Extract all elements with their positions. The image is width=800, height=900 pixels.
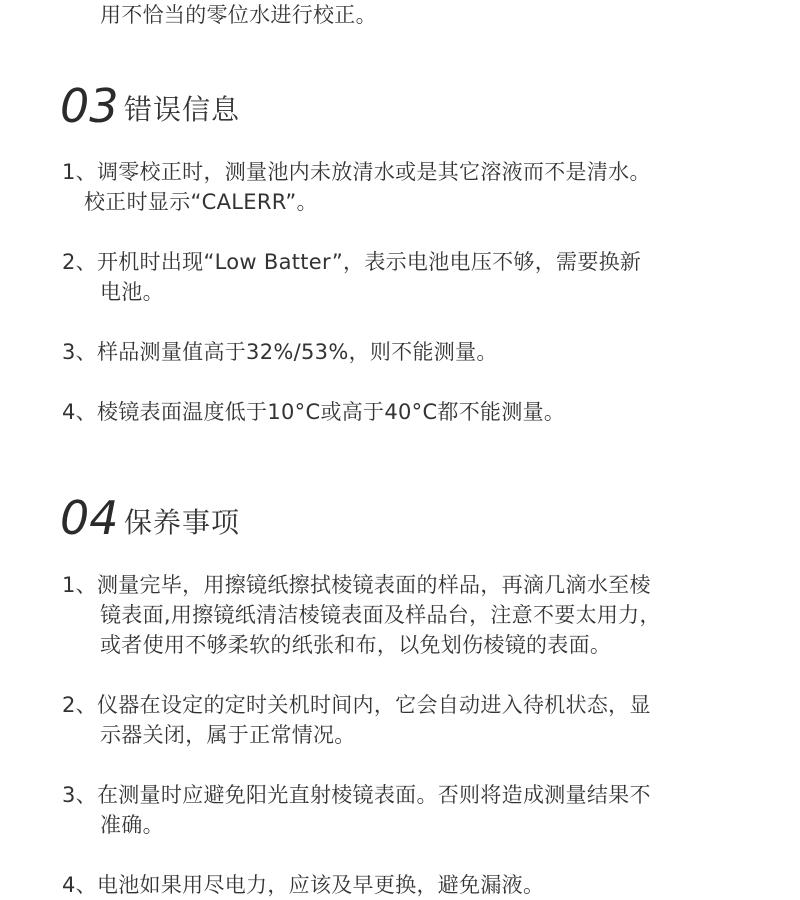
list-item-1-line-2: 镜表面,用擦镜纸清洁棱镜表面及样品台，注意不要太用力， [100, 603, 661, 627]
list-item-1-line-1: 1、测量完毕，用擦镜纸擦拭棱镜表面的样品，再滴几滴水至棱 [62, 573, 651, 597]
list-item-3-line-1: 3、在测量时应避免阳光直射棱镜表面。否则将造成测量结果不 [62, 783, 651, 807]
list-item-2-line-1: 2、开机时出现“Low Batter”，表示电池电压不够，需要换新 [62, 250, 642, 274]
list-item-2-line-2: 电池。 [100, 280, 164, 304]
previous-section-tail: 用不恰当的零位水进行校正。 [100, 3, 377, 27]
list-item-2-line-2: 示器关闭，属于正常情况。 [100, 723, 356, 747]
list-item-3-line-1: 3、样品测量值高于32%/53%，则不能测量。 [62, 340, 498, 364]
list-item-1-line-1: 1、调零校正时，测量池内未放清水或是其它溶液而不是清水。 [62, 160, 651, 184]
section-number: 04 [60, 491, 119, 545]
list-item-4-line-1: 4、电池如果用尽电力，应该及早更换，避免漏液。 [62, 873, 545, 897]
list-item-1-line-3: 或者使用不够柔软的纸张和布，以免划伤棱镜的表面。 [100, 633, 612, 657]
section-number: 03 [60, 79, 119, 133]
section-title: 保养事项 [124, 506, 241, 539]
list-item-2-line-1: 2、仪器在设定的定时关机时间内，它会自动进入待机状态，显 [62, 693, 651, 717]
list-item-3-line-2: 准确。 [100, 813, 164, 837]
list-item-4-line-1: 4、棱镜表面温度低于10°C或高于40°C都不能测量。 [62, 400, 566, 424]
section-title: 错误信息 [124, 93, 241, 126]
list-item-1-line-2: 校正时显示“CALERR”。 [84, 190, 318, 214]
